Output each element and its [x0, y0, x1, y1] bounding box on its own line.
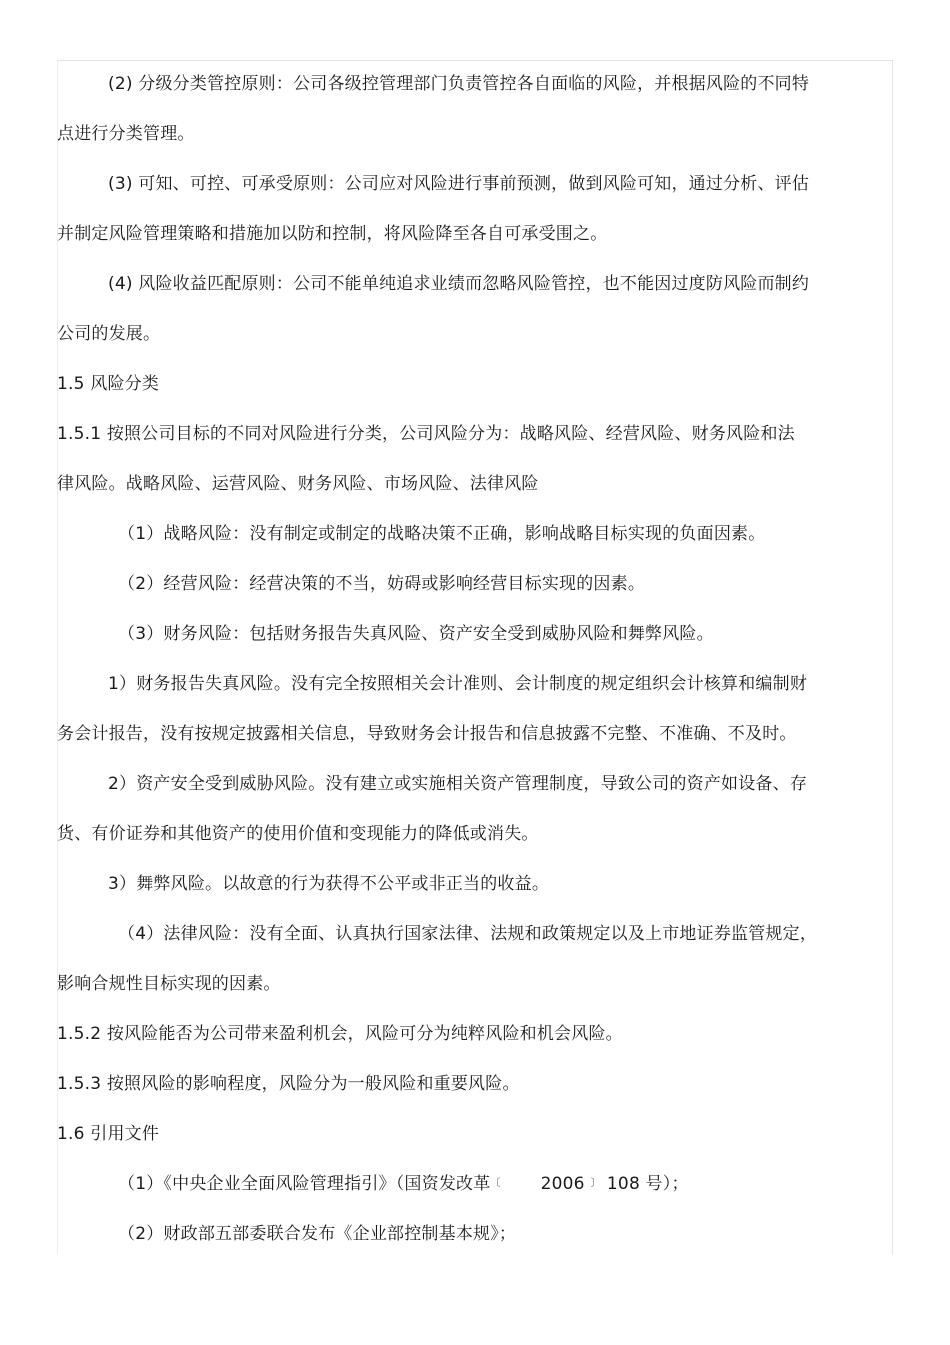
- reference-1: [118, 1173, 689, 1195]
- reference-1-bracket-close: 〕: [590, 1178, 601, 1189]
- asset-safety-risk-line-1: 2）资产安全受到威胁风险。没有建立或实施相关资产管理制度，导致公司的资产如设备、存: [108, 774, 808, 794]
- principle-4-line-2: 公司的发展。: [57, 324, 161, 344]
- reference-2: （2）财政部五部委联合发布《企业部控制基本规》；: [118, 1224, 517, 1244]
- reference-1-number: 108 号）；: [606, 1174, 689, 1194]
- principle-3-line-2: 并制定风险管理策略和措施加以防和控制，将风险降至各自可承受围之。: [57, 224, 608, 244]
- section-1-5-2: 1.5.2 按风险能否为公司带来盈利机会，风险可分为纯粹风险和机会风险。: [57, 1024, 623, 1044]
- section-1-5-1-line-1: 1.5.1 按照公司目标的不同对风险进行分类，公司风险分为：战略风险、经营风险、财务风险和法: [57, 424, 795, 444]
- section-1-5-3: 1.5.3 按照风险的影响程度，风险分为一般风险和重要风险。: [57, 1074, 520, 1094]
- principle-3-line-1: (3) 可知、可控、可承受原则：公司应对风险进行事前预测，做到风险可知，通过分析、评估: [108, 174, 810, 194]
- financial-report-risk-line-2: 务会计报告，没有按规定披露相关信息，导致财务会计报告和信息披露不完整、不准确、不及时。: [57, 724, 797, 744]
- section-1-5-1-line-2: 律风险。战略风险、运营风险、财务风险、市场风险、法律风险: [57, 474, 539, 494]
- legal-risk-line-1: （4）法律风险：没有全面、认真执行国家法律、法规和政策规定以及上市地证券监管规定，: [118, 924, 818, 944]
- fraud-risk: 3）舞弊风险。以故意的行为获得不公平或非正当的收益。: [108, 874, 550, 894]
- reference-1-title: （1）《中央企业全面风险管理指引》（国资发改革: [118, 1174, 491, 1194]
- reference-1-year: 2006: [540, 1174, 585, 1194]
- financial-report-risk-line-1: 1）财务报告失真风险。没有完全按照相关会计准则、会计制度的规定组织会计核算和编制财: [108, 674, 808, 694]
- principle-2-line-1: (2) 分级分类管控原则：公司各级控管理部门负责管控各自面临的风险，并根据风险的不同特: [108, 74, 810, 94]
- section-1-5-heading: 1.5 风险分类: [57, 374, 160, 394]
- operational-risk: （2）经营风险：经营决策的不当，妨碍或影响经营目标实现的因素。: [118, 574, 646, 594]
- strategic-risk: （1）战略风险：没有制定或制定的战略决策不正确，影响战略目标实现的负面因素。: [118, 524, 766, 544]
- reference-1-bracket-open: 〔: [490, 1178, 501, 1189]
- principle-2-line-2: 点进行分类管理。: [57, 124, 195, 144]
- legal-risk-line-2: 影响合规性目标实现的因素。: [57, 974, 281, 994]
- section-1-6-heading: 1.6 引用文件: [57, 1124, 160, 1144]
- principle-4-line-1: (4) 风险收益匹配原则：公司不能单纯追求业绩而忽略风险管控，也不能因过度防风险而制约: [108, 274, 810, 294]
- asset-safety-risk-line-2: 货、有价证券和其他资产的使用价值和变现能力的降低或消失。: [57, 824, 539, 844]
- financial-risk: （3）财务风险：包括财务报告失真风险、资产安全受到威胁风险和舞弊风险。: [118, 624, 714, 644]
